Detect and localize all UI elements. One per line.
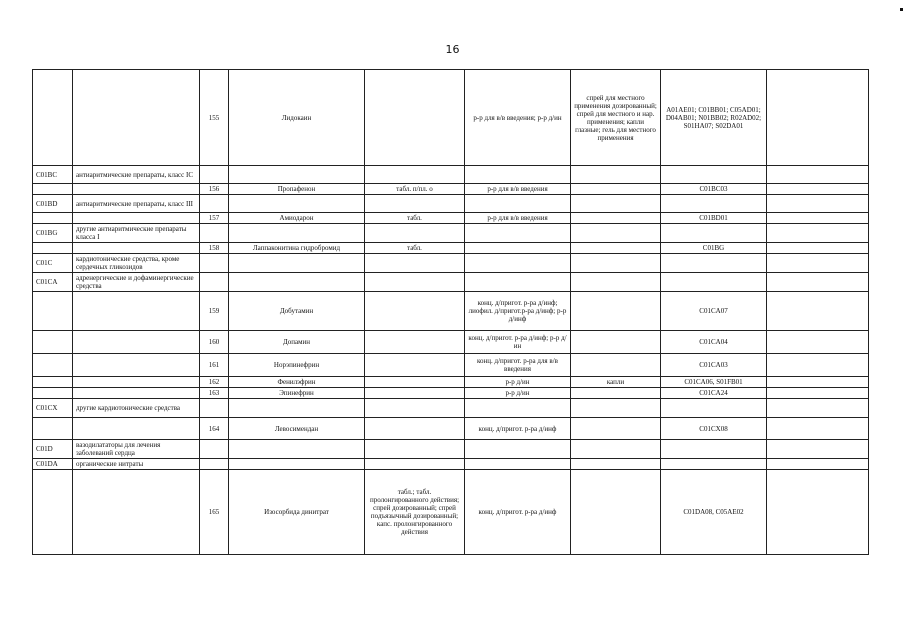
scan-mark (900, 8, 903, 11)
code-cell (33, 331, 73, 354)
number-cell: 160 (200, 331, 229, 354)
dosage-form-cell (365, 459, 465, 470)
dosage-form-cell: табл.; табл. пролонгированного действия; спрей дозированный; спрей подъязычный дозированный; капс. пролонгированного действия (365, 470, 465, 555)
drug-name-cell: Допамин (229, 331, 365, 354)
atc-code-cell: C01CX08 (661, 418, 767, 440)
empty-cell (767, 354, 869, 377)
code-cell (33, 243, 73, 254)
atc-code-cell (661, 399, 767, 418)
number-cell (200, 195, 229, 213)
injection-form-cell (465, 224, 571, 243)
number-cell (200, 166, 229, 184)
empty-cell (767, 243, 869, 254)
group-cell (73, 213, 200, 224)
empty-cell (767, 292, 869, 331)
dosage-form-cell (365, 224, 465, 243)
atc-code-cell: C01CA06, S01FB01 (661, 377, 767, 388)
empty-cell (767, 166, 869, 184)
local-form-cell: капли (571, 377, 661, 388)
atc-code-cell: C01BD01 (661, 213, 767, 224)
atc-code-cell (661, 440, 767, 459)
group-cell: другие кардиотонические средства (73, 399, 200, 418)
drug-name-cell: Изосорбида динитрат (229, 470, 365, 555)
empty-cell (767, 70, 869, 166)
local-form-cell (571, 213, 661, 224)
drug-name-cell: Эпинефрин (229, 388, 365, 399)
table-row (33, 184, 869, 195)
number-cell: 156 (200, 184, 229, 195)
table-row (33, 70, 869, 166)
number-cell: 162 (200, 377, 229, 388)
empty-cell (767, 440, 869, 459)
local-form-cell (571, 254, 661, 273)
empty-cell (767, 195, 869, 213)
drug-table (32, 69, 869, 555)
injection-form-cell: конц. д/пригот. р-ра д/инф (465, 470, 571, 555)
drug-name-cell (229, 440, 365, 459)
atc-code-cell (661, 254, 767, 273)
atc-code-cell: C01DA08, C05AE02 (661, 470, 767, 555)
empty-cell (767, 254, 869, 273)
code-cell: C01D (33, 440, 73, 459)
group-cell (73, 377, 200, 388)
dosage-form-cell: табл. (365, 213, 465, 224)
injection-form-cell (465, 440, 571, 459)
local-form-cell: спрей для местного применения дозированный; спрей для местного и нар. применения; капли глазные; гель для местного применения (571, 70, 661, 166)
injection-form-cell (465, 459, 571, 470)
table-row (33, 273, 869, 292)
number-cell: 163 (200, 388, 229, 399)
injection-form-cell (465, 166, 571, 184)
drug-name-cell: Пропафенон (229, 184, 365, 195)
dosage-form-cell (365, 254, 465, 273)
atc-code-cell (661, 195, 767, 213)
drug-name-cell (229, 399, 365, 418)
atc-code-cell (661, 224, 767, 243)
table-row (33, 243, 869, 254)
code-cell (33, 388, 73, 399)
dosage-form-cell (365, 166, 465, 184)
code-cell (33, 354, 73, 377)
drug-name-cell (229, 166, 365, 184)
page-number: 16 (445, 43, 460, 56)
code-cell: C01CA (33, 273, 73, 292)
table-row (33, 377, 869, 388)
local-form-cell (571, 166, 661, 184)
injection-form-cell (465, 273, 571, 292)
group-cell: антиаритмические препараты, класс IC (73, 166, 200, 184)
drug-name-cell: Левосимендан (229, 418, 365, 440)
group-cell (73, 470, 200, 555)
table-row (33, 459, 869, 470)
drug-name-cell (229, 273, 365, 292)
local-form-cell (571, 331, 661, 354)
injection-form-cell: р-р для в/в введения (465, 184, 571, 195)
code-cell: C01CX (33, 399, 73, 418)
table-row (33, 418, 869, 440)
dosage-form-cell: табл. (365, 243, 465, 254)
code-cell: C01BC (33, 166, 73, 184)
table-row (33, 440, 869, 459)
code-cell: C01BG (33, 224, 73, 243)
group-cell: адренергические и дофаминергические средства (73, 273, 200, 292)
atc-code-cell: C01CA04 (661, 331, 767, 354)
drug-name-cell (229, 254, 365, 273)
number-cell (200, 399, 229, 418)
dosage-form-cell (365, 195, 465, 213)
dosage-form-cell (365, 70, 465, 166)
group-cell: вазодилататоры для лечения заболеваний сердца (73, 440, 200, 459)
dosage-form-cell (365, 377, 465, 388)
local-form-cell (571, 470, 661, 555)
table-row (33, 388, 869, 399)
injection-form-cell: конц. д/пригот. р-ра д/инф; р-р д/ин (465, 331, 571, 354)
local-form-cell (571, 195, 661, 213)
code-cell (33, 418, 73, 440)
drug-name-cell (229, 195, 365, 213)
atc-code-cell: A01AE01; C01BB01; C05AD01; D04AB01; N01BB02; R02AD02; S01HA07; S02DA01 (661, 70, 767, 166)
local-form-cell (571, 292, 661, 331)
local-form-cell (571, 459, 661, 470)
group-cell (73, 243, 200, 254)
code-cell (33, 292, 73, 331)
injection-form-cell (465, 399, 571, 418)
local-form-cell (571, 440, 661, 459)
injection-form-cell (465, 243, 571, 254)
table-row (33, 331, 869, 354)
injection-form-cell: конц. д/пригот. р-ра д/инф (465, 418, 571, 440)
number-cell (200, 273, 229, 292)
table-row (33, 399, 869, 418)
local-form-cell (571, 354, 661, 377)
atc-code-cell (661, 166, 767, 184)
local-form-cell (571, 184, 661, 195)
drug-name-cell (229, 459, 365, 470)
dosage-form-cell: табл. п/пл. о (365, 184, 465, 195)
number-cell (200, 224, 229, 243)
table-row (33, 354, 869, 377)
injection-form-cell: р-р д/ин (465, 388, 571, 399)
injection-form-cell: р-р для в/в введения (465, 213, 571, 224)
drug-name-cell: Фенилэфрин (229, 377, 365, 388)
atc-code-cell: C01BG (661, 243, 767, 254)
drug-name-cell (229, 224, 365, 243)
number-cell (200, 254, 229, 273)
drug-name-cell: Лидокаин (229, 70, 365, 166)
empty-cell (767, 399, 869, 418)
group-cell (73, 184, 200, 195)
empty-cell (767, 273, 869, 292)
drug-name-cell: Норэпинефрин (229, 354, 365, 377)
number-cell: 164 (200, 418, 229, 440)
code-cell (33, 377, 73, 388)
table-row (33, 292, 869, 331)
empty-cell (767, 470, 869, 555)
injection-form-cell: конц. д/пригот. р-ра для в/в введения (465, 354, 571, 377)
dosage-form-cell (365, 440, 465, 459)
group-cell (73, 70, 200, 166)
table-row (33, 470, 869, 555)
empty-cell (767, 388, 869, 399)
injection-form-cell: конц. д/пригот. р-ра д/инф; лиофил. д/пригот.р-ра д/инф; р-р д/инф (465, 292, 571, 331)
drug-name-cell: Добутамин (229, 292, 365, 331)
table-row (33, 254, 869, 273)
group-cell: другие антиаритмические препараты класса I (73, 224, 200, 243)
dosage-form-cell (365, 331, 465, 354)
dosage-form-cell (365, 388, 465, 399)
group-cell (73, 292, 200, 331)
injection-form-cell (465, 195, 571, 213)
code-cell (33, 470, 73, 555)
table-row (33, 195, 869, 213)
atc-code-cell: C01CA24 (661, 388, 767, 399)
empty-cell (767, 184, 869, 195)
local-form-cell (571, 388, 661, 399)
dosage-form-cell (365, 418, 465, 440)
number-cell: 158 (200, 243, 229, 254)
group-cell (73, 354, 200, 377)
table-row (33, 166, 869, 184)
drug-name-cell: Амиодарон (229, 213, 365, 224)
code-cell (33, 213, 73, 224)
empty-cell (767, 331, 869, 354)
code-cell: C01BD (33, 195, 73, 213)
dosage-form-cell (365, 354, 465, 377)
dosage-form-cell (365, 292, 465, 331)
group-cell (73, 418, 200, 440)
group-cell: кардиотонические средства, кроме сердечных гликозидов (73, 254, 200, 273)
local-form-cell (571, 273, 661, 292)
dosage-form-cell (365, 399, 465, 418)
number-cell (200, 459, 229, 470)
empty-cell (767, 459, 869, 470)
empty-cell (767, 213, 869, 224)
atc-code-cell (661, 273, 767, 292)
atc-code-cell: C01CA07 (661, 292, 767, 331)
empty-cell (767, 418, 869, 440)
number-cell: 165 (200, 470, 229, 555)
injection-form-cell: р-р для в/в введения; р-р д/ин (465, 70, 571, 166)
group-cell (73, 388, 200, 399)
injection-form-cell (465, 254, 571, 273)
local-form-cell (571, 243, 661, 254)
local-form-cell (571, 418, 661, 440)
drug-name-cell: Лаппаконитина гидробромид (229, 243, 365, 254)
number-cell: 157 (200, 213, 229, 224)
code-cell: C01C (33, 254, 73, 273)
atc-code-cell: C01BC03 (661, 184, 767, 195)
number-cell: 161 (200, 354, 229, 377)
code-cell (33, 184, 73, 195)
local-form-cell (571, 224, 661, 243)
empty-cell (767, 377, 869, 388)
dosage-form-cell (365, 273, 465, 292)
number-cell: 155 (200, 70, 229, 166)
atc-code-cell: C01CA03 (661, 354, 767, 377)
number-cell (200, 440, 229, 459)
injection-form-cell: р-р д/ин (465, 377, 571, 388)
code-cell (33, 70, 73, 166)
group-cell: органические нитраты (73, 459, 200, 470)
number-cell: 159 (200, 292, 229, 331)
local-form-cell (571, 399, 661, 418)
empty-cell (767, 224, 869, 243)
group-cell (73, 331, 200, 354)
code-cell: C01DA (33, 459, 73, 470)
group-cell: антиаритмические препараты, класс III (73, 195, 200, 213)
atc-code-cell (661, 459, 767, 470)
table-row (33, 224, 869, 243)
table-row (33, 213, 869, 224)
